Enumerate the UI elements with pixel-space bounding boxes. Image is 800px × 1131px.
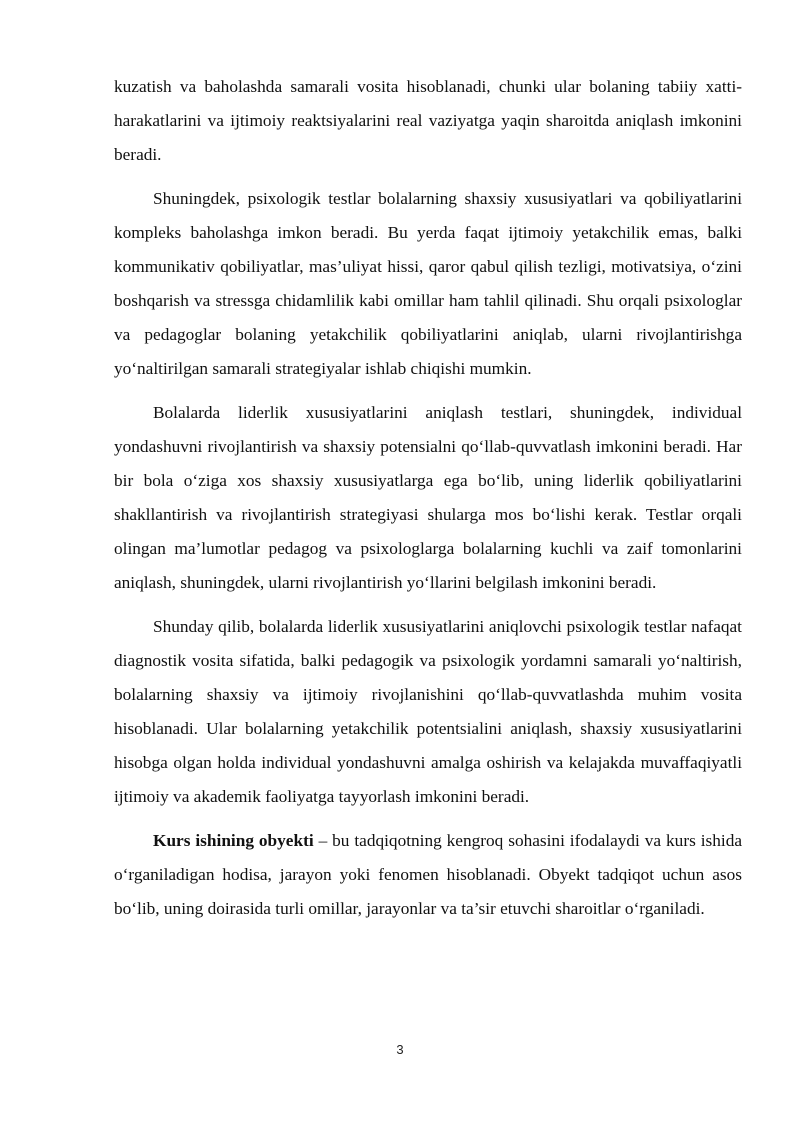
paragraph-psychological-tests: Shuningdek, psixologik testlar bolalarning shaxsiy xususiyatlari va qobiliyatlarini kompleks baholashga imkon beradi. Bu yerda faqat ijtimoiy yetakchilik emas, balki kommunikativ qobiliyatlar, mas’uliyat hissi, qaror qabul qilish tezligi, motivatsiya, o‘zini boshqarish va stressga chidamlilik kabi omillar ham tahlil qilinadi. Shu orqali psixologlar va pedagoglar bolaning yetakchilik qobiliyatlarini aniqlab, ularni rivojlantirishga yo‘naltirilgan samarali strategiyalar ishlab chiqishi mumkin. xyxy=(114,189,742,378)
page-number: 3 xyxy=(396,1042,404,1057)
paragraph-continuation: kuzatish va baholashda samarali vosita hisoblanadi, chunki ular bolaning tabiiy xatti-harakatlarini va ijtimoiy reaktsiyalarini real vaziyatga yaqin sharoitda aniqlash imkonini beradi. xyxy=(114,77,742,164)
course-object-definition: – bu tadqiqotning kengroq sohasini ifodalaydi va kurs ishida o‘rganiladigan hodisa, jarayon yoki fenomen hisoblanadi. Obyekt tadqiqot uchun asos bo‘lib, uning doirasida turli omillar, jarayonlar va ta’sir etuvchi sharoitlar o‘rganiladi. xyxy=(114,831,743,918)
paragraph-course-object xyxy=(114,824,742,926)
document-page xyxy=(114,70,742,936)
course-object-term: Kurs ishining obyekti xyxy=(153,831,314,850)
paragraph-conclusion: Shunday qilib, bolalarda liderlik xususiyatlarini aniqlovchi psixologik testlar nafaqat diagnostik vosita sifatida, balki pedagogik va psixologik yordamni samarali yo‘naltirish, bolalarning shaxsiy va ijtimoiy rivojlanishini qo‘llab-quvvatlashda muhim vosita hisoblanadi. Ular bolalarning yetakchilik potentsialini aniqlash, shaxsiy xususiyatlarini hisobga olgan holda individual yondashuvni amalga oshirish va kelajakda muvaffaqiyatli ijtimoiy va akademik faoliyatga tayyorlash imkonini beradi. xyxy=(114,617,742,806)
paragraph-leadership-tests: Bolalarda liderlik xususiyatlarini aniqlash testlari, shuningdek, individual yondashuvni rivojlantirish va shaxsiy potensialni qo‘llab-quvvatlash imkonini beradi. Har bir bola o‘ziga xos shaxsiy xususiyatlarga ega bo‘lib, uning liderlik qobiliyatlarini shakllantirish va rivojlantirish strategiyasi shularga mos bo‘lishi kerak. Testlar orqali olingan ma’lumotlar pedagog va psixologlarga bolalarning kuchli va zaif tomonlarini aniqlash, shuningdek, ularni rivojlantirish yo‘llarini belgilash imkonini beradi. xyxy=(114,403,742,592)
